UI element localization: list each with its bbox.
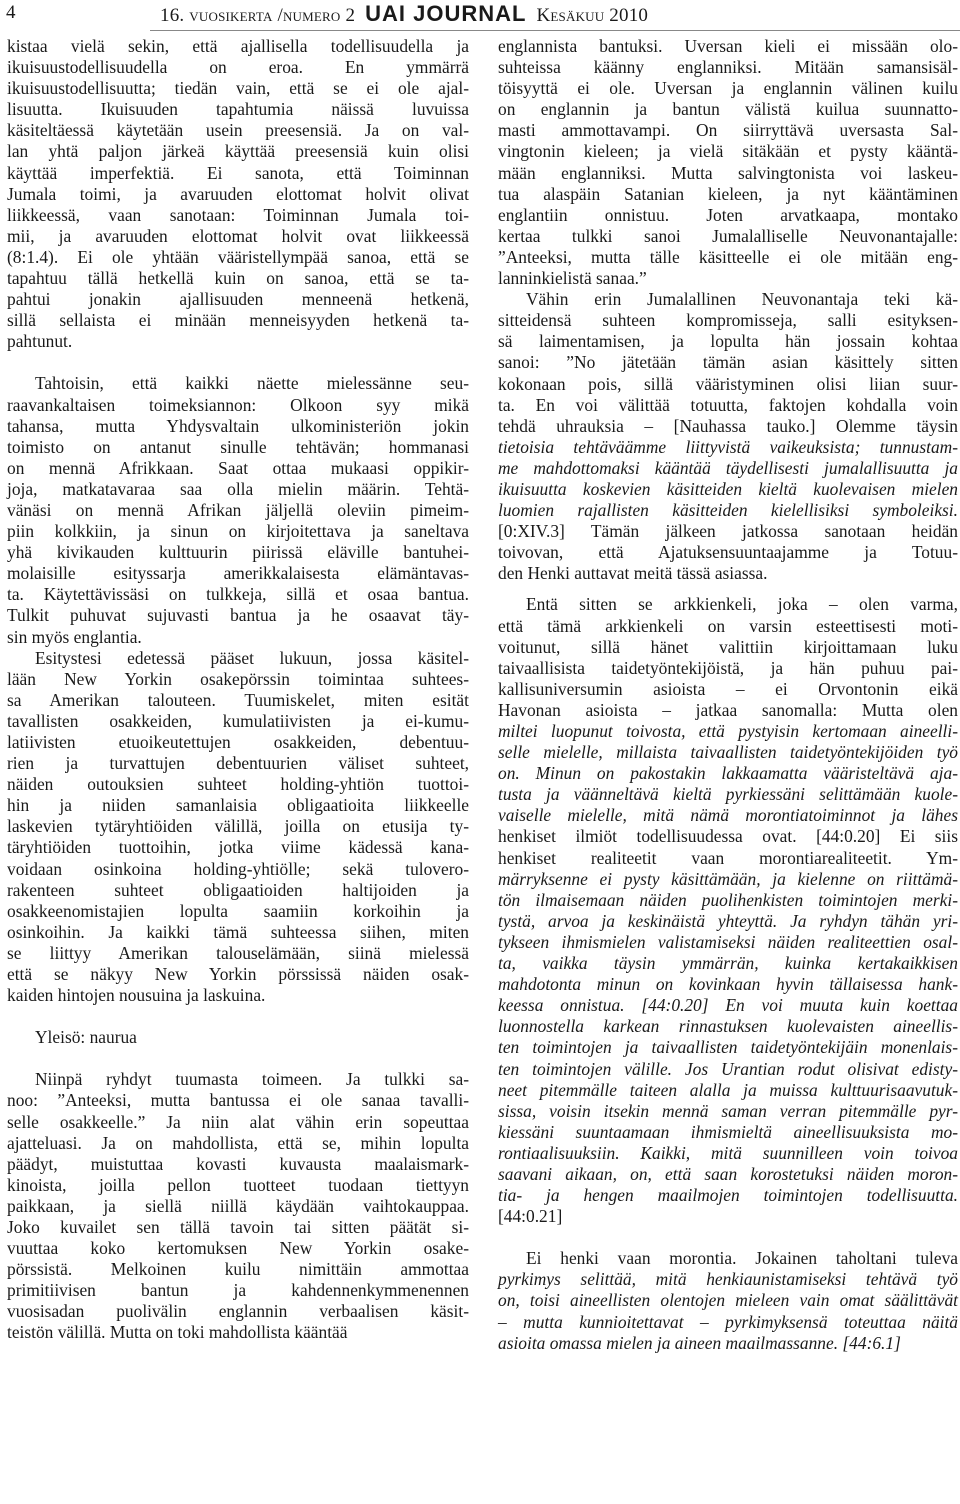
text-line: henkiset ilmiöt todellisuudessa ovat. [44:0.20] Ei siis (498, 826, 958, 847)
text-line: vänäsi on mennä Afrikan jäljellä oleviin pimeim- (7, 499, 469, 520)
text-line: sillä sellaista ei minään menneisyyden hetkenä ta- (7, 310, 469, 331)
text-line: sin myös englantia. (7, 626, 142, 647)
text-line: tahansa, mutta Yhdysvaltain ulkoministeriön jokin (7, 415, 469, 436)
text-line: kaiden hintojen nousuina ja laskuina. (7, 985, 266, 1006)
text-line: päädyt, muistuttaa kovasti kuvausta maalaismark- (7, 1153, 469, 1174)
text-line: Joko kuvailet sen tällä tavoin tai sitten päätät si- (7, 1216, 469, 1237)
text-line: Tulkit puhuvat sujuvasti bantua ja he osaavat täy- (7, 605, 469, 626)
text-line: liikkeessä, vaan sanotaan: Toiminnan Jumala toi- (7, 204, 469, 225)
text-line: on mennä Afrikkaan. Saat ottaa mukaasi oppikir- (7, 457, 469, 478)
text-line: lään New Yorkin osakepörssin toimintaa suhtees- (7, 668, 469, 689)
text-line: raavankaltaisen toimeksiannon: Olkoon syy mikä (7, 394, 469, 415)
text-line: lanninkielistä sanaa.” (498, 268, 647, 289)
text-line: kiessäni suuntaamaan ihmismieltä aineellisuuksista mo- (498, 1121, 958, 1142)
text-line: Esitystesi edetessä pääset lukuun, jossa käsitel- (35, 647, 469, 668)
text-line: mahdotonta minun on kovinkaan hyvin tällaisessa hank- (498, 974, 958, 995)
text-line: vuosisadan puolivälin englannin verbaalisen käsit- (7, 1301, 469, 1322)
text-line: on, toisi aineellisten olentojen mieleen vain omat säälittävät (498, 1290, 958, 1311)
text-line: sanoi: ”No jätetään tämän asian käsittely sitten (498, 352, 958, 373)
text-line: ikuisuustodellisuutta; tiedän vain, että se ei ole ajal- (7, 78, 469, 99)
text-line: on. Minun on pakostakin lakkaamatta vääristeltävä aja- (498, 763, 958, 784)
text-line: rien ja turvattujen debentuurien väliset suhteet, (7, 753, 469, 774)
text-line: voidaan osinkoina holding-yhtiölle; sekä tulovero- (7, 858, 469, 879)
text-line: Niinpä ryhdyt tuumasta toimeen. Ja tulkki sa- (35, 1069, 469, 1090)
paragraph (498, 1248, 958, 1353)
paragraph (7, 648, 469, 1007)
text-line: tavallisten osakkeiden, kumulatiivisten ja ei-kumu- (7, 710, 469, 731)
text-line: selle mielelle, millaista taivaallisten taidetyöntekijöiden työ (498, 742, 958, 763)
text-line: tusta ja väänneltävä kieltä pyrkiessäni selittämään kuole- (498, 784, 958, 805)
text-line: Vähin erin Jumalallinen Neuvonantaja teki kä- (526, 289, 958, 310)
season-label: Kesäkuu 2010 (536, 5, 649, 26)
text-line: pahtui jonakin ajallisuuden menneenä hetkenä, (7, 289, 469, 310)
text-line: (8:1.4). Ei ole yhtään vääristellympää sanoa, että se (7, 246, 469, 267)
header-separator: / (277, 5, 283, 26)
text-line: rakenteen suhteet obligaatioiden haltijoiden ja (7, 879, 469, 900)
text-line: että tämä arkkienkeli on varsin esteettisesti moti- (498, 615, 958, 636)
text-line: vaiselle mielelle, mitä nämä morontiatoiminnot ja lähes (498, 805, 958, 826)
paragraph (498, 36, 958, 289)
text-line: sitteidensä suhteen kompromisseja, salli esityksen- (498, 310, 958, 331)
text-line: keessa onnistua. [44:0.20] En voi muuta kuin koettaa (498, 995, 958, 1016)
text-line: luomien rajallisten käsitteiden kielellisiksi symboleiksi. (498, 500, 958, 521)
text-line: pyrkimys selittää, mitä henkiaunistamiseksi tehtävä työ (498, 1269, 958, 1290)
text-line: laskevien tytäryhtiöiden välillä, joilla on etusija ty- (7, 816, 469, 837)
text-line: lisuutta. Ikuisuuden tapahtumia näissä luvuissa (7, 99, 469, 120)
text-line: Tahtoisin, että kaikki näette mielessänne seu- (35, 373, 469, 394)
text-line: piin kolkkiin, ja sinun on kirjoitettava ja saneltava (7, 521, 469, 542)
issue-label: numero 2 (282, 5, 356, 26)
text-line: kokonaan pois, sillä vääristyminen olisi liian suur- (498, 373, 958, 394)
text-line: lan yhtä paljon järkeä käyttää preesensiä kuin olisi (7, 141, 469, 162)
text-line: käyttää imperfektiä. Ei sanota, että Toiminnan (7, 162, 469, 183)
left-column (7, 36, 469, 1344)
text-line: englannista bantuksi. Uversan kieli ei missään olo- (498, 36, 958, 56)
text-line: ikuisuustodellisuudella on eroa. En ymmärrä (7, 57, 469, 78)
text-line: den Henki auttavat meitä tässä asiassa. (498, 563, 768, 584)
text-line: että se näkyy New Yorkin pörssissä näiden osak- (7, 964, 469, 985)
text-line: täryhtiöiden tuottoihin, jotka viime kädessä kana- (7, 837, 469, 858)
text-line: sä laimentamisen, ja lopulta hän jossain kohtaa (498, 331, 958, 352)
paragraph-gap (7, 352, 469, 373)
page-number: 4 (6, 2, 16, 23)
text-line: ta. En voi välittää totuutta, faktojen kohdalla voin (498, 394, 958, 415)
text-line: märryksenne ei pysty käsittämään, ja kielenne on riittämä- (498, 868, 958, 889)
text-line: Ei henki vaan morontia. Jokainen taholtani tuleva (526, 1248, 958, 1269)
text-line: Entä sitten se arkkienkeli, joka – olen varma, (526, 594, 958, 615)
text-line: on englannin ja bantun välistä kuilua suunnatto- (498, 99, 958, 120)
text-line: miltei luopunut toivosta, että pystyisin kertomaan aineelli- (498, 721, 958, 741)
text-line: [0:XIV.3] Tämän jälkeen jatkossa sanotaan heidän (498, 521, 958, 542)
text-line: taivaallisista taidetyöntekijöistä, ja hän puhuu pai- (498, 657, 958, 678)
text-line: näiden outouksien suhteet holding-yhtiön tuottoi- (7, 774, 469, 795)
text-line: joja, matkatavaraa saa olla mielin määrin. Tehtä- (7, 478, 469, 499)
text-line: Havonan asioista – jatkaa sanomalla: Mutta olen (498, 699, 958, 720)
text-line: ajatteluasi. Ja on mahdollista, että se, mihin lopulta (7, 1132, 469, 1153)
text-line: mii, ja avaruuden elottomat holvit ovat liikkeessä (7, 225, 469, 246)
text-line: ikuisuutta koskevien käsitteiden kieltä kuolevaisen mielen (498, 478, 958, 499)
text-line: kallisuniversumin asioista – ei Orvontonin eikä (498, 678, 958, 699)
text-line: käsiteltäessä käytetään usein preesensiä. Ja on val- (7, 120, 469, 141)
text-line: kistaa vielä sekin, että ajallisella todellisuudella ja (7, 36, 469, 56)
text-line: neet pitemmälle taiteen alalla ja muissa kulttuurisaavutuk- (498, 1079, 958, 1100)
text-line: Jumala toimi, ja avaruuden elottomat holvit olivat (7, 183, 469, 204)
text-line: tystä, arvoa ja keskinäistä yhteyttä. Ja ryhdyn tähän yri- (498, 910, 958, 931)
text-line: – mutta kunnioitettavat – pyrkimyksensä toteuttaa näitä (498, 1311, 958, 1332)
paragraph (7, 1069, 469, 1343)
text-line: paikkaan, ja siellä niillä käydään vaihtokauppaa. (7, 1195, 469, 1216)
paragraph (498, 594, 958, 1227)
right-column (498, 36, 958, 1354)
text-line: tön ilmaisemaan näiden puolihenkisten toimintojen merki- (498, 889, 958, 910)
text-line: mään englanniksi. Mutta salvingtonista voi laskeu- (498, 162, 958, 183)
text-line: ta, vaikka täysin ymmärrän, kuinka kertakaikkisen (498, 953, 958, 974)
text-line: hin ja niiden samanlaisia obligaatioita liikkeelle (7, 795, 469, 816)
text-line: [44:0.21] (498, 1206, 563, 1227)
paragraph-gap (7, 1006, 469, 1027)
text-line: töisyyttä ei ole. Uversan ja englannin välinen kuilu (498, 78, 958, 99)
text-line: englantiin onnistuu. Joten arvatkaapa, montako (498, 204, 958, 225)
text-line: asioita omassa mielen ja aineen maailmassanne. [44:6.1] (498, 1332, 901, 1353)
journal-title: UAI JOURNAL (365, 1, 527, 26)
text-line: osinkoihin. Ja kaikki tämä suhteessa siihen, miten (7, 921, 469, 942)
text-line: pörssistä. Melkoinen kuilu nimittäin ammottaa (7, 1259, 469, 1280)
text-line: suhteissa käänny englanniksi. Mitään samansisäl- (498, 57, 958, 78)
paragraph (7, 36, 469, 352)
text-line: tua alaspäin Satanian kieleen, ja nyt kääntäminen (498, 183, 958, 204)
text-line: osakkeenomistajien lopulta saamiin korkoihin ja (7, 900, 469, 921)
text-line: se liittyy Amerikan talouselämään, siinä mielessä (7, 942, 469, 963)
text-line: pahtunut. (7, 331, 73, 352)
paragraph (498, 289, 958, 584)
paragraph-gap (498, 1227, 958, 1248)
running-head (160, 1, 648, 27)
volume-label: 16. vuosikerta (160, 5, 273, 26)
text-line: ta. Käytettävissäsi on tulkkeja, sillä et osaa bantua. (7, 584, 469, 605)
text-line: tykseen ihmismielen valistamiseksi näiden realiteettien osal- (498, 931, 958, 952)
text-line: voitunut, sillä hänet valittiin kirjoittamaan luku (498, 636, 958, 657)
text-line: ten toimintojen ja taivaallisten taidetyöntekijäin monenlais- (498, 1037, 958, 1058)
paragraph (7, 373, 469, 647)
text-line: luonnostella karkean rinnastuksen kuolevaisten aineellis- (498, 1016, 958, 1037)
text-line: tia- ja hengen maailmojen toimintojen todellisuutta. (498, 1185, 958, 1206)
text-line: me mahdottomaksi kääntää täydellisesti jumalallisuutta ja (498, 457, 958, 478)
header-rule (150, 30, 960, 31)
text-line: primitiivisen bantun ja kahdennenkymmenennen (7, 1280, 469, 1301)
text-line: ”Anteeksi, mutta tälle käsitteelle ei ole mitään eng- (498, 246, 958, 267)
text-line: noo: ”Anteeksi, mutta bantussa ei ole sanaa tavalli- (7, 1090, 469, 1111)
text-line: toimisto on antanut sinulle tehtävän; hommanasi (7, 436, 469, 457)
text-line: yhä kivikauden kulttuurin piirissä eläville bantuhei- (7, 542, 469, 563)
text-line: toivovan, että Ajatuksensuuntaajamme ja Totuu- (498, 542, 958, 563)
text-line: tietoisia tehtäväämme liittyvistä vaikeuksista; tunnustam- (498, 436, 958, 457)
audience-note: Yleisö: naurua (35, 1027, 137, 1048)
text-line: vuuttaa koko kertomuksen New Yorkin osake- (7, 1238, 469, 1259)
page-header (0, 0, 960, 30)
text-line: kertaa tulkki sanoi Jumalalliselle Neuvonantajalle: (498, 225, 958, 246)
text-line: henkiset realiteetit vaan morontiarealiteetit. Ym- (498, 847, 958, 868)
text-line: vingtonin kieleen; ja vielä sitäkään et pysty kääntä- (498, 141, 958, 162)
text-line: ten toimintojen välille. Jos Urantian rodut olisivat edisty- (498, 1058, 958, 1079)
text-line: selle osakkeelle.” Ja niin alat vähin erin sopeuttaa (7, 1111, 469, 1132)
text-line: sissa, voisin itsekin mennä saman verran pitemmälle pyr- (498, 1100, 958, 1121)
text-line: kinoista, joilla pellon tuotteet tuodaan tiettyyn (7, 1174, 469, 1195)
text-line: rontiaalisuuksiin. Kaikki, mitä suunnilleen voin toivoa (498, 1142, 958, 1163)
text-line: saavani aikaan, on, että saan korostetuksi näiden moron- (498, 1163, 958, 1184)
text-line: teistön välillä. Mutta on toki mahdollista kääntää (7, 1322, 348, 1343)
text-line: latiivisten etuoikeutettujen osakkeiden, debentuu- (7, 732, 469, 752)
text-line: masti ammottavampi. On siirryttävä uversasta Sal- (498, 120, 958, 141)
text-line: molaisille esityssarja amerikkalaisesta elämäntavas- (7, 563, 469, 584)
paragraph-gap (7, 1048, 469, 1069)
paragraph-gap (498, 584, 958, 594)
text-line: tehdä uhrauksia – [Nauhassa tauko.] Olemme täysin (498, 415, 958, 436)
text-line: tapahtuu tällä hetkellä kuin on sanoa, että se ta- (7, 268, 469, 289)
text-line: sa Amerikan talouteen. Tuumiskelet, miten esität (7, 689, 469, 710)
